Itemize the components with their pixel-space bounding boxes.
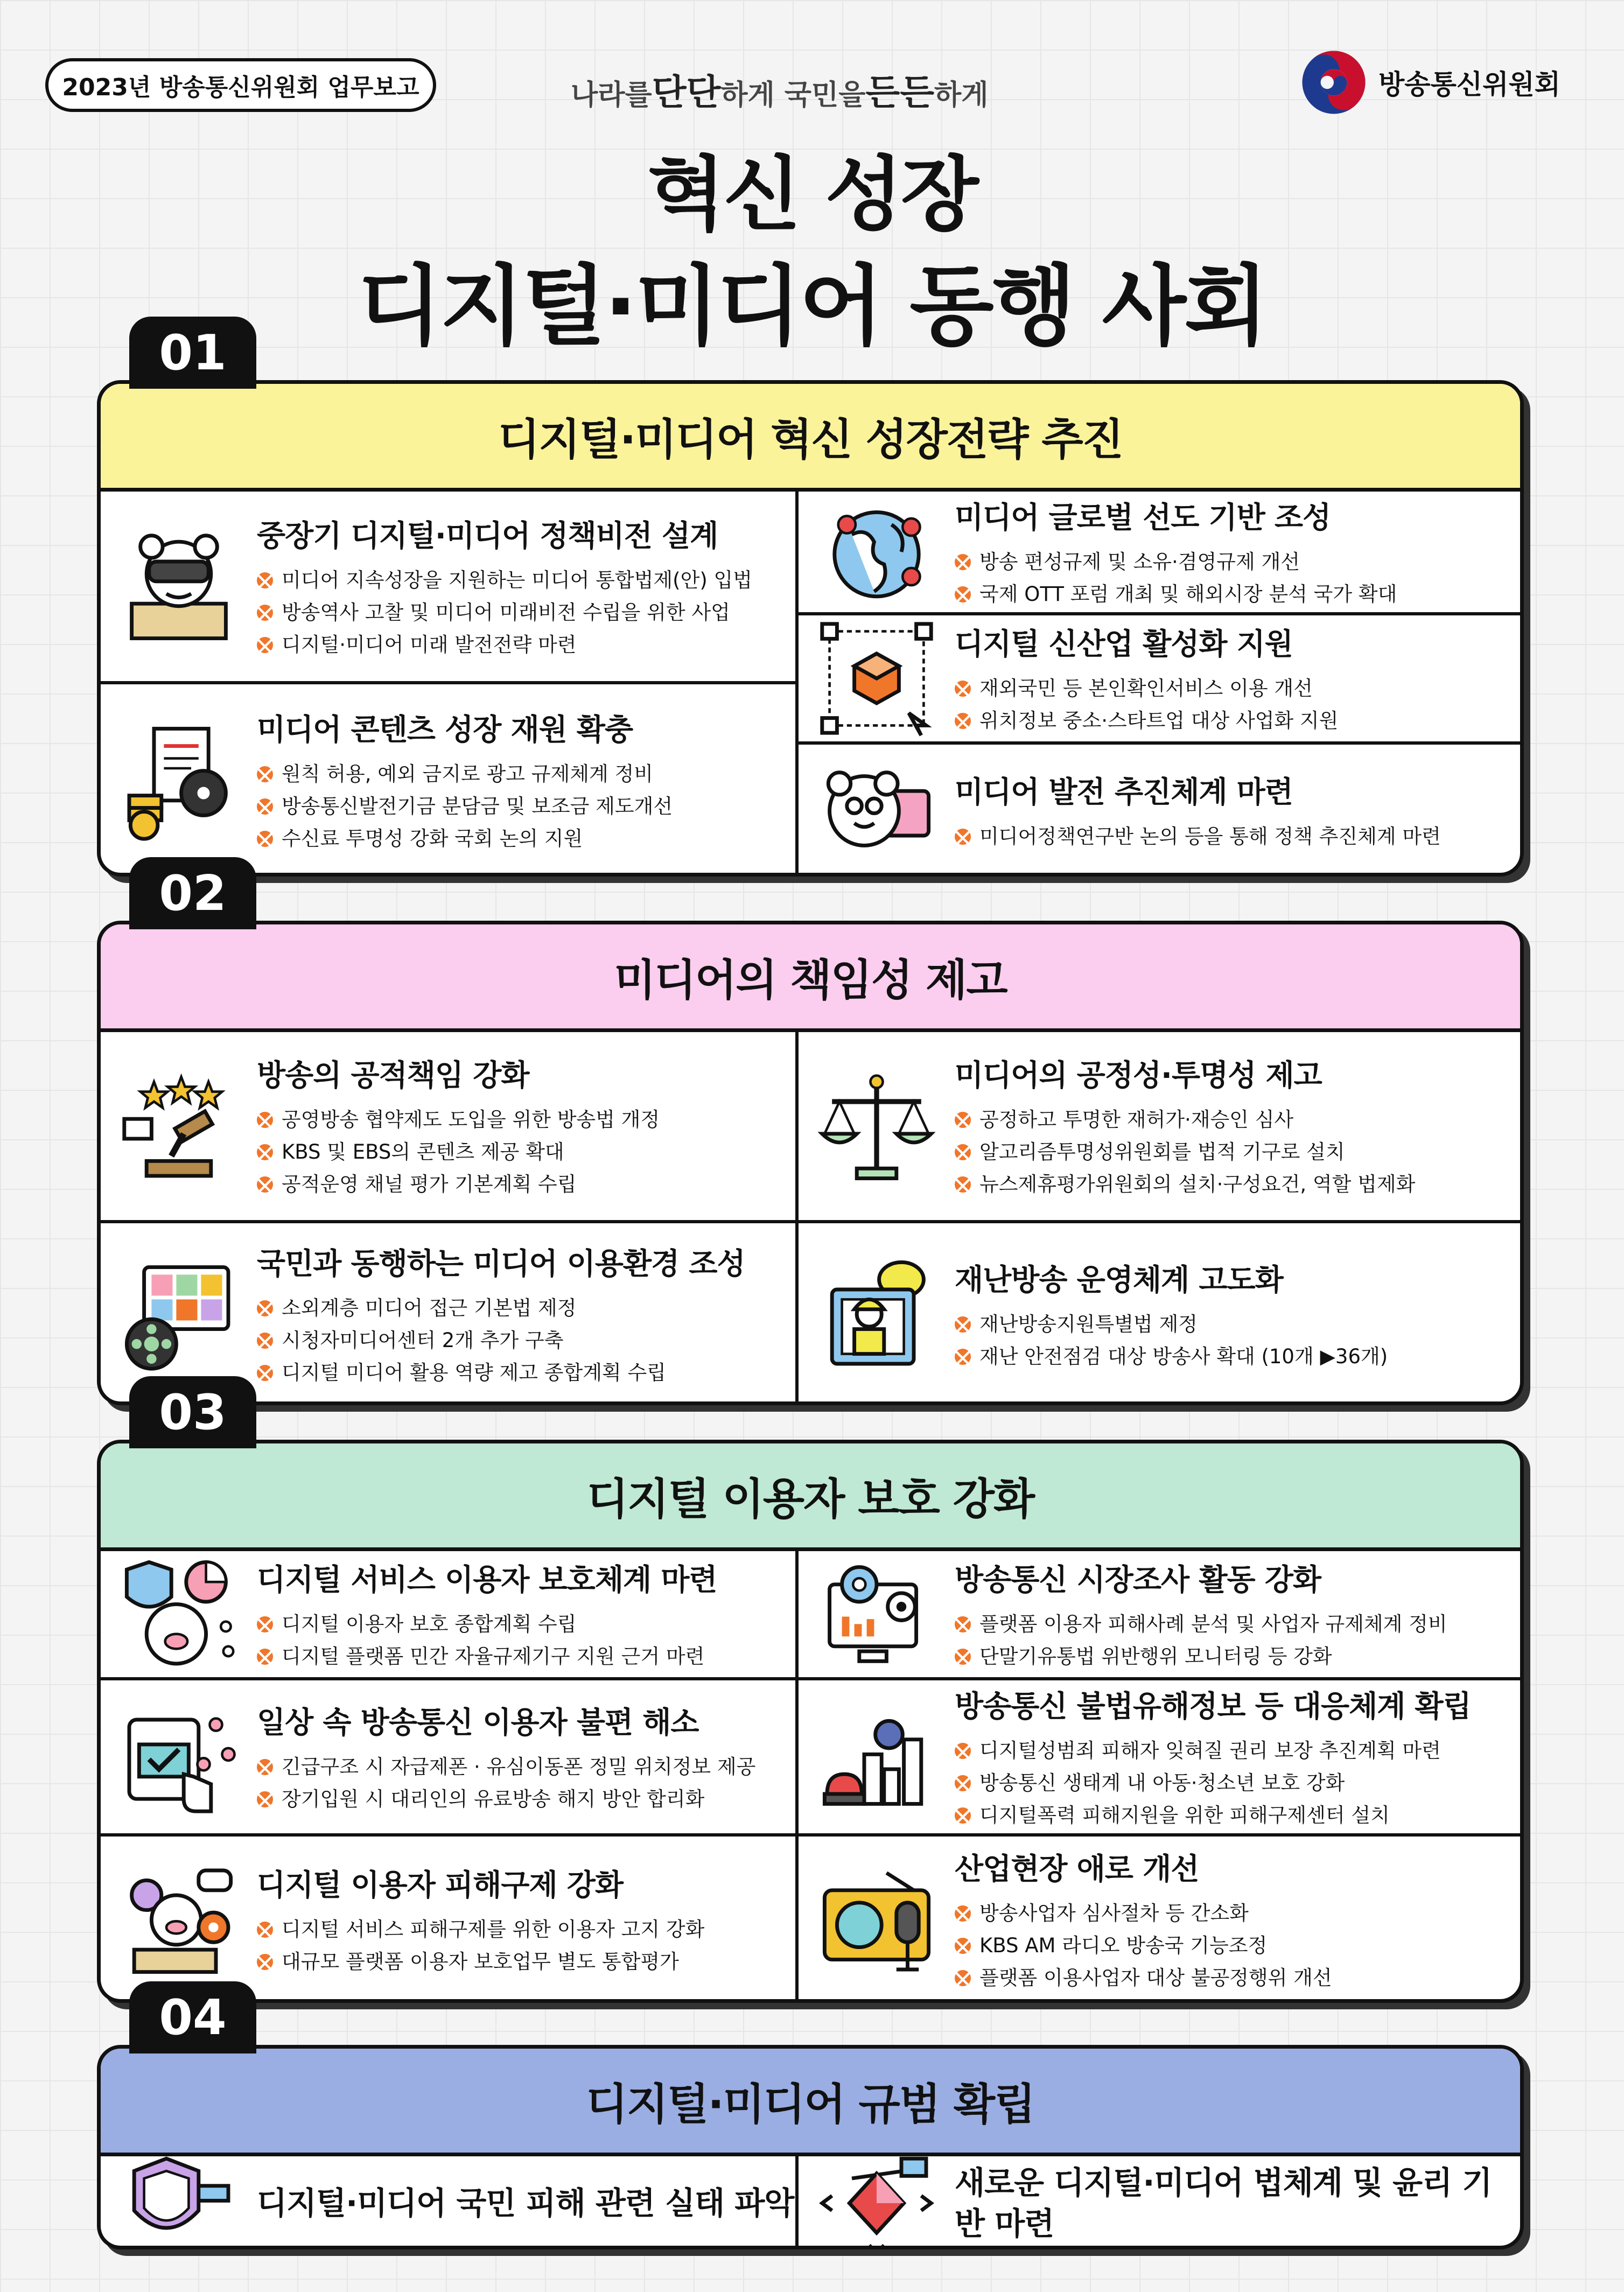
org-name: 방송통신위원회 bbox=[1378, 69, 1561, 100]
item-title: 국민과 동행하는 미디어 이용환경 조성 bbox=[257, 1246, 745, 1281]
main-title-line2: 디지털·미디어 동행 사회 bbox=[358, 256, 1266, 358]
item-title: 디지털 신산업 활성화 지원 bbox=[955, 626, 1293, 661]
policy-item bbox=[799, 1680, 1520, 1837]
section-title: 미디어의 책임성 제고 bbox=[101, 924, 1520, 1032]
policy-item bbox=[799, 492, 1520, 615]
item-bullet: 장기입원 시 대리인의 유료방송 해지 방안 합리화 bbox=[257, 1783, 795, 1816]
disaster-reporter-icon bbox=[815, 1252, 939, 1376]
item-bullet: 뉴스제휴평가위원회의 설치·구성요건, 역할 법제화 bbox=[955, 1168, 1520, 1201]
item-bullet: 디지털 이용자 보호 종합계획 수립 bbox=[257, 1608, 795, 1641]
policy-item bbox=[101, 1837, 799, 2003]
pen-tool-icon bbox=[815, 2141, 939, 2250]
item-title: 미디어 콘텐츠 성장 재원 확충 bbox=[257, 712, 633, 747]
section-number: 03 bbox=[129, 1376, 256, 1448]
item-title: 디지털·미디어 국민 피해 관련 실태 파악 bbox=[257, 2184, 794, 2221]
policy-item bbox=[101, 1032, 799, 1223]
item-title: 미디어 발전 추진체계 마련 bbox=[955, 775, 1293, 809]
item-bullet: 대규모 플랫폼 이용자 보호업무 별도 통합평가 bbox=[257, 1946, 795, 1978]
item-bullet: KBS AM 라디오 방송국 기능조정 bbox=[955, 1930, 1520, 1962]
policy-item bbox=[799, 1837, 1520, 2003]
scale-icon bbox=[815, 1064, 939, 1188]
policy-item bbox=[101, 1551, 799, 1680]
policy-item bbox=[799, 1223, 1520, 1405]
item-bullet: 공정하고 투명한 재허가·재승인 심사 bbox=[955, 1104, 1520, 1136]
item-title: 미디어 글로벌 선도 기반 조성 bbox=[955, 500, 1331, 535]
item-bullet: 소외계층 미디어 접근 기본법 제정 bbox=[257, 1292, 795, 1324]
mascot-research-icon bbox=[815, 749, 939, 873]
item-bullet: 방송사업자 심사절차 등 간소화 bbox=[955, 1897, 1520, 1930]
item-bullet: 미디어정책연구반 논의 등을 통해 정책 추진체계 마련 bbox=[955, 821, 1520, 853]
gear-monitor-icon bbox=[815, 1552, 939, 1676]
section-number: 02 bbox=[129, 857, 256, 929]
item-bullet: 시청자미디어센터 2개 추가 구축 bbox=[257, 1324, 795, 1357]
section-02 bbox=[97, 921, 1524, 1405]
item-title: 중장기 디지털·미디어 정책비전 설계 bbox=[257, 518, 718, 553]
section-title: 디지털 이용자 보호 강화 bbox=[101, 1443, 1520, 1551]
item-bullet: 알고리즘투명성위원회를 법적 기구로 설치 bbox=[955, 1136, 1520, 1168]
item-bullet: 디지털 미디어 활용 역량 제고 종합계획 수립 bbox=[257, 1357, 795, 1389]
item-bullet: 디지털 플랫폼 민간 자율규제기구 지원 근거 마련 bbox=[257, 1641, 795, 1673]
item-bullet: 재난방송지원특별법 제정 bbox=[955, 1308, 1520, 1341]
item-title: 방송통신 불법유해정보 등 대응체계 확립 bbox=[955, 1688, 1471, 1723]
item-title: 산업현장 애로 개선 bbox=[955, 1852, 1199, 1886]
organization-logo bbox=[1301, 50, 1560, 115]
section-03 bbox=[97, 1440, 1524, 2003]
section-title: 디지털·미디어 혁신 성장전략 추진 bbox=[101, 384, 1520, 492]
main-title-line1: 혁신 성장 bbox=[647, 148, 977, 242]
item-bullet: 방송통신발전기금 분담금 및 보조금 제도개선 bbox=[257, 790, 795, 823]
shield-book-icon bbox=[117, 2141, 241, 2250]
item-bullet: 원칙 허용, 예외 금지로 광고 규제체계 정비 bbox=[257, 758, 795, 790]
item-title: 재난방송 운영체계 고도화 bbox=[955, 1262, 1283, 1297]
policy-item bbox=[799, 615, 1520, 745]
item-title: 방송의 공적책임 강화 bbox=[257, 1058, 529, 1092]
item-bullet: 긴급구조 시 자급제폰 · 유심이동폰 정밀 위치정보 제공 bbox=[257, 1751, 795, 1783]
cube-network-icon bbox=[815, 616, 939, 740]
policy-item bbox=[101, 1680, 799, 1837]
gavel-stars-icon bbox=[117, 1064, 241, 1188]
item-bullet: 위치정보 중소·스타트업 대상 사업화 지원 bbox=[955, 705, 1520, 737]
policy-item bbox=[799, 1551, 1520, 1680]
film-monitor-icon bbox=[117, 1252, 241, 1376]
section-04 bbox=[97, 2045, 1524, 2249]
item-bullet: 국제 OTT 포럼 개최 및 해외시장 분석 국가 확대 bbox=[955, 578, 1520, 611]
item-bullet: 방송통신 생태계 내 아동·청소년 보호 강화 bbox=[955, 1767, 1520, 1799]
policy-item bbox=[799, 1032, 1520, 1223]
slogan: 나라를단단하게 국민을든든하게 bbox=[571, 72, 989, 113]
report-badge: 2023년 방송통신위원회 업무보고 bbox=[45, 58, 436, 112]
section-number: 01 bbox=[129, 317, 256, 389]
document-coin-icon bbox=[117, 719, 241, 843]
policy-item bbox=[101, 2156, 799, 2249]
radio-icon bbox=[815, 1858, 939, 1982]
item-bullet: 공영방송 협약제도 도입을 위한 방송법 개정 bbox=[257, 1104, 795, 1136]
globe-icon bbox=[815, 490, 939, 614]
vr-mascot-icon bbox=[117, 524, 241, 648]
taegeuk-emblem-icon bbox=[1301, 50, 1367, 115]
item-bullet: 디지털 서비스 피해구제를 위한 이용자 고지 강화 bbox=[257, 1913, 795, 1946]
item-bullet: 미디어 지속성장을 지원하는 미디어 통합법제(안) 입법 bbox=[257, 564, 795, 597]
section-01 bbox=[97, 380, 1524, 877]
item-title: 방송통신 시장조사 활동 강화 bbox=[955, 1562, 1321, 1597]
item-bullet: KBS 및 EBS의 콘텐츠 제공 확대 bbox=[257, 1136, 795, 1168]
item-bullet: 플랫폼 이용자 피해사례 분석 및 사업자 규제체계 정비 bbox=[955, 1608, 1520, 1641]
policy-item bbox=[101, 492, 799, 684]
policy-item bbox=[799, 2156, 1520, 2249]
item-bullet: 디지털성범죄 피해자 잊혀질 권리 보장 추진계획 마련 bbox=[955, 1735, 1520, 1767]
phone-check-icon bbox=[117, 1695, 241, 1819]
item-bullet: 방송역사 고찰 및 미디어 미래비전 수립을 위한 사업 bbox=[257, 597, 795, 629]
item-title: 디지털 이용자 피해구제 강화 bbox=[257, 1868, 624, 1902]
item-title: 새로운 디지털·미디어 법체계 및 윤리 기반 마련 bbox=[955, 2164, 1492, 2242]
item-bullet: 디지털폭력 피해지원을 위한 피해구제센터 설치 bbox=[955, 1799, 1520, 1832]
item-bullet: 재난 안전점검 대상 방송사 확대 (10개 ▶36개) bbox=[955, 1341, 1520, 1373]
item-bullet: 단말기유통법 위반행위 모니터링 등 강화 bbox=[955, 1641, 1520, 1673]
item-bullet: 재외국민 등 본인확인서비스 이용 개선 bbox=[955, 672, 1520, 705]
item-title: 일상 속 방송통신 이용자 불편 해소 bbox=[257, 1705, 699, 1740]
item-title: 디지털 서비스 이용자 보호체계 마련 bbox=[257, 1562, 717, 1597]
section-number: 04 bbox=[129, 1981, 256, 2053]
item-bullet: 공적운영 채널 평가 기본계획 수립 bbox=[257, 1168, 795, 1201]
item-bullet: 수신료 투명성 강화 국회 논의 지원 bbox=[257, 823, 795, 855]
policy-item bbox=[799, 745, 1520, 877]
section-title: 디지털·미디어 규범 확립 bbox=[101, 2049, 1520, 2156]
shield-mascot-icon bbox=[117, 1552, 241, 1676]
item-title: 미디어의 공정성·투명성 제고 bbox=[955, 1058, 1322, 1092]
policy-item bbox=[101, 684, 799, 877]
mascot-gear-icon bbox=[117, 1858, 241, 1982]
item-bullet: 방송 편성규제 및 소유·겸영규제 개선 bbox=[955, 546, 1520, 578]
siren-city-icon bbox=[815, 1695, 939, 1819]
item-bullet: 플랫폼 이용사업자 대상 불공정행위 개선 bbox=[955, 1962, 1520, 1994]
item-bullet: 디지털·미디어 미래 발전전략 마련 bbox=[257, 629, 795, 661]
